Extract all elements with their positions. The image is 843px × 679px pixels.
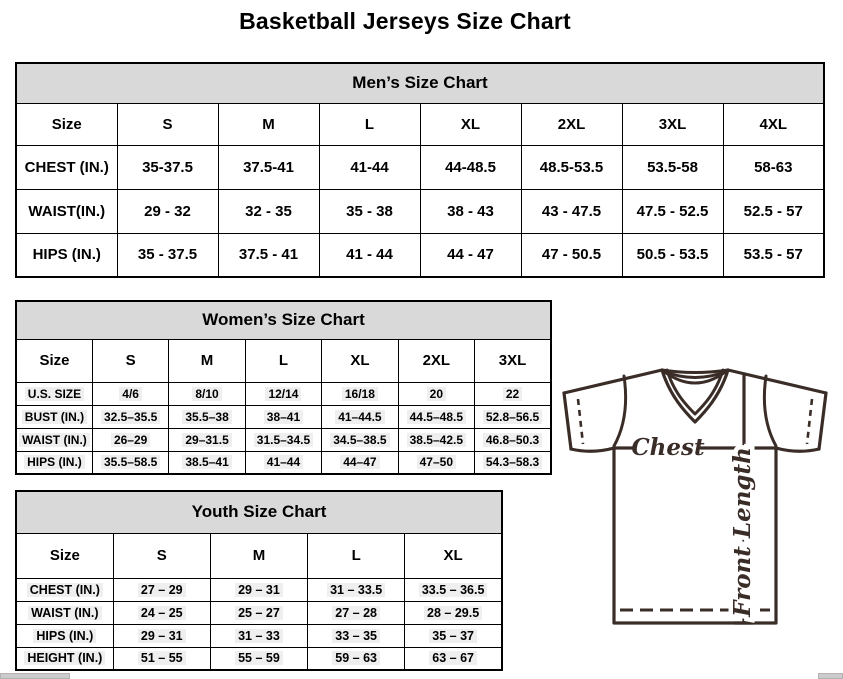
value-cell	[92, 382, 168, 405]
value-cell-text: 53.5-58	[647, 158, 698, 176]
value-cell	[322, 451, 398, 474]
value-cell	[622, 233, 723, 277]
table-title	[16, 301, 551, 339]
column-header-cell-text: 3XL	[658, 115, 687, 133]
value-cell-text: 54.3–58.3	[483, 455, 542, 469]
value-cell-text: 31 – 33.5	[327, 583, 385, 597]
value-cell-text: 44 - 47	[447, 246, 494, 264]
row-label-cell-text: HIPS (IN.)	[24, 455, 85, 469]
value-cell	[322, 405, 398, 428]
value-cell-text: 38–41	[264, 410, 303, 424]
value-cell-text: 35 – 37	[429, 629, 477, 643]
column-header-cell	[218, 103, 319, 145]
value-cell	[169, 428, 245, 451]
row-label-cell-text: HEIGHT (IN.)	[24, 651, 105, 665]
column-header-cell-text: 2XL	[557, 115, 586, 133]
value-cell	[218, 233, 319, 277]
column-header-cell	[405, 533, 502, 578]
value-cell-text: 38 - 43	[447, 202, 494, 220]
value-cell	[113, 647, 210, 670]
value-cell-text: 50.5 - 53.5	[636, 246, 709, 264]
value-cell	[245, 405, 321, 428]
value-cell-text: 41–44.5	[335, 410, 384, 424]
mens-size-table	[15, 62, 825, 278]
table-row	[16, 601, 502, 624]
value-cell-text: 53.5 - 57	[743, 246, 803, 264]
value-cell-text: 4/6	[119, 387, 142, 401]
value-cell	[308, 647, 405, 670]
column-header-cell-text: M	[200, 352, 214, 369]
row-label-cell-text: CHEST (IN.)	[27, 583, 103, 597]
column-header-cell	[521, 103, 622, 145]
column-header-cell-text: XL	[350, 352, 370, 369]
value-cell-text: 35 - 37.5	[137, 246, 198, 264]
value-cell	[420, 233, 521, 277]
value-cell	[398, 428, 474, 451]
value-cell	[218, 145, 319, 189]
value-cell-text: 34.5–38.5	[330, 433, 389, 447]
value-cell-text: 35-37.5	[142, 158, 193, 176]
row-label-cell-text: BUST (IN.)	[22, 410, 87, 424]
row-label-cell	[16, 145, 117, 189]
value-cell-text: 44.5–48.5	[407, 410, 466, 424]
row-label-cell-text: HIPS (IN.)	[32, 246, 101, 264]
column-header-cell	[723, 103, 824, 145]
column-header-cell	[169, 339, 245, 382]
value-cell-text: 32.5–35.5	[101, 410, 160, 424]
value-cell-text: 35 - 38	[346, 202, 393, 220]
value-cell	[218, 189, 319, 233]
column-header-cell	[245, 339, 321, 382]
column-header-cell-text: S	[125, 352, 136, 369]
value-cell	[113, 578, 210, 601]
row-label-cell	[16, 382, 92, 405]
row-label-cell-text: CHEST (IN.)	[24, 158, 109, 176]
value-cell-text: 43 - 47.5	[541, 202, 602, 220]
value-cell-text: 47–50	[417, 455, 456, 469]
column-header-cell	[113, 533, 210, 578]
value-cell	[622, 145, 723, 189]
value-cell	[521, 233, 622, 277]
value-cell-text: 12/14	[265, 387, 301, 401]
value-cell	[723, 145, 824, 189]
youth-size-table	[15, 490, 503, 671]
column-header-cell-text: 4XL	[759, 115, 787, 133]
value-cell-text: 29 - 32	[144, 202, 191, 220]
value-cell	[475, 428, 551, 451]
row-label-cell	[16, 578, 113, 601]
row-label-cell	[16, 405, 92, 428]
value-cell-text: 33.5 – 36.5	[419, 583, 488, 597]
value-cell-text: 8/10	[192, 387, 221, 401]
value-cell	[475, 405, 551, 428]
row-label-cell-text: WAIST (IN.)	[28, 606, 101, 620]
table-row	[16, 405, 551, 428]
column-header-cell	[319, 103, 420, 145]
value-cell-text: 44-48.5	[445, 158, 496, 176]
value-cell-text: 22	[503, 387, 522, 401]
table-title	[16, 63, 824, 103]
value-cell-text: 35.5–38	[182, 410, 231, 424]
table-row	[16, 145, 824, 189]
row-label-cell-text: WAIST (IN.)	[19, 433, 90, 447]
column-header-cell-text: XL	[460, 115, 481, 133]
row-label-cell-text: HIPS (IN.)	[33, 629, 96, 643]
page-title: Basketball Jerseys Size Chart	[239, 8, 571, 34]
value-cell	[475, 382, 551, 405]
womens-size-table	[15, 300, 552, 475]
value-cell	[245, 451, 321, 474]
value-cell-text: 51 – 55	[138, 651, 186, 665]
value-cell	[210, 624, 307, 647]
value-cell	[117, 145, 218, 189]
value-cell-text: 31 – 33	[235, 629, 283, 643]
row-label-cell-text: WAIST(IN.)	[28, 202, 106, 220]
value-cell-text: 47 - 50.5	[541, 246, 602, 264]
table-caption-row	[16, 491, 502, 533]
table-row	[16, 382, 551, 405]
value-cell	[92, 428, 168, 451]
value-cell-text: 37.5-41	[243, 158, 294, 176]
value-cell	[405, 647, 502, 670]
column-header-cell	[16, 533, 113, 578]
value-cell	[92, 451, 168, 474]
column-header-cell-text: L	[351, 547, 361, 564]
table-title	[16, 491, 502, 533]
value-cell	[398, 382, 474, 405]
value-cell	[308, 624, 405, 647]
table-row	[16, 647, 502, 670]
value-cell	[322, 428, 398, 451]
value-cell-text: 27 – 28	[332, 606, 380, 620]
value-cell	[169, 405, 245, 428]
value-cell	[475, 451, 551, 474]
value-cell-text: 41–44	[264, 455, 303, 469]
value-cell-text: 52.5 - 57	[743, 202, 803, 220]
row-label-cell	[16, 451, 92, 474]
value-cell	[169, 451, 245, 474]
value-cell-text: 59 – 63	[332, 651, 380, 665]
value-cell	[308, 578, 405, 601]
table-title-text: Women’s Size Chart	[202, 310, 365, 330]
column-header-cell	[308, 533, 405, 578]
table-row	[16, 189, 824, 233]
value-cell-text: 63 – 67	[429, 651, 477, 665]
value-cell-text: 29 – 31	[138, 629, 186, 643]
value-cell-text: 46.8–50.3	[483, 433, 542, 447]
value-cell-text: 38.5–42.5	[407, 433, 466, 447]
value-cell-text: 37.5 - 41	[238, 246, 299, 264]
value-cell-text: 48.5-53.5	[539, 158, 604, 176]
value-cell-text: 41 - 44	[346, 246, 393, 264]
table-row	[16, 428, 551, 451]
value-cell	[322, 382, 398, 405]
value-cell	[308, 601, 405, 624]
value-cell	[723, 189, 824, 233]
value-cell	[521, 145, 622, 189]
value-cell	[420, 189, 521, 233]
row-label-cell	[16, 428, 92, 451]
column-header-cell-text: M	[262, 115, 275, 133]
value-cell-text: 33 – 35	[332, 629, 380, 643]
column-header-cell-text: L	[364, 115, 375, 133]
value-cell	[169, 382, 245, 405]
value-cell-text: 20	[427, 387, 446, 401]
value-cell	[245, 428, 321, 451]
value-cell	[521, 189, 622, 233]
value-cell	[398, 405, 474, 428]
column-header-row	[16, 533, 502, 578]
value-cell-text: 55 – 59	[235, 651, 283, 665]
column-header-cell-text: Size	[39, 352, 70, 369]
table-caption-row	[16, 301, 551, 339]
hscrollbar-thumb-left[interactable]	[0, 673, 70, 679]
value-cell	[117, 233, 218, 277]
column-header-cell	[398, 339, 474, 382]
value-cell	[405, 624, 502, 647]
row-label-cell	[16, 189, 117, 233]
table-caption-row	[16, 63, 824, 103]
row-label-cell	[16, 624, 113, 647]
column-header-cell-text: S	[162, 115, 173, 133]
value-cell	[723, 233, 824, 277]
value-cell-text: 29–31.5	[182, 433, 231, 447]
column-header-row	[16, 339, 551, 382]
value-cell	[210, 578, 307, 601]
value-cell-text: 27 – 29	[138, 583, 186, 597]
value-cell-text: 35.5–58.5	[101, 455, 160, 469]
value-cell-text: 52.8–56.5	[483, 410, 542, 424]
column-header-cell	[16, 103, 117, 145]
row-label-cell-text: U.S. SIZE	[25, 387, 84, 401]
column-header-cell-text: 3XL	[498, 352, 527, 369]
column-header-cell	[420, 103, 521, 145]
value-cell	[405, 578, 502, 601]
jersey-diagram	[554, 362, 836, 630]
table-row	[16, 233, 824, 277]
value-cell-text: 47.5 - 52.5	[636, 202, 709, 220]
column-header-cell-text: 2XL	[422, 352, 451, 369]
value-cell-text: 24 – 25	[138, 606, 186, 620]
value-cell	[92, 405, 168, 428]
value-cell	[420, 145, 521, 189]
table-row	[16, 624, 502, 647]
jersey-outline-icon	[564, 370, 826, 623]
front-length-label: Front Length	[729, 447, 756, 617]
row-label-cell	[16, 233, 117, 277]
value-cell-text: 26–29	[111, 433, 150, 447]
column-header-cell-text: S	[156, 547, 167, 564]
value-cell-text: 25 – 27	[235, 606, 283, 620]
value-cell-text: 44–47	[340, 455, 379, 469]
value-cell	[319, 145, 420, 189]
value-cell-text: 58-63	[754, 158, 793, 176]
value-cell	[398, 451, 474, 474]
column-header-cell	[16, 339, 92, 382]
value-cell	[622, 189, 723, 233]
value-cell	[319, 189, 420, 233]
value-cell-text: 28 – 29.5	[424, 606, 482, 620]
column-header-cell	[322, 339, 398, 382]
hscrollbar-thumb-right[interactable]	[818, 673, 843, 679]
column-header-cell	[210, 533, 307, 578]
value-cell-text: 29 – 31	[235, 583, 283, 597]
column-header-cell	[622, 103, 723, 145]
column-header-cell-text: Size	[49, 547, 80, 564]
column-header-cell-text: L	[278, 352, 289, 369]
chest-label: Chest	[631, 434, 705, 461]
value-cell-text: 38.5–41	[182, 455, 231, 469]
table-title-text: Men’s Size Chart	[352, 73, 488, 93]
value-cell	[319, 233, 420, 277]
value-cell	[405, 601, 502, 624]
column-header-cell-text: XL	[443, 547, 463, 564]
column-header-cell	[475, 339, 551, 382]
value-cell-text: 41-44	[350, 158, 389, 176]
row-label-cell	[16, 647, 113, 670]
column-header-cell-text: M	[252, 547, 266, 564]
value-cell-text: 32 - 35	[245, 202, 292, 220]
value-cell-text: 31.5–34.5	[254, 433, 313, 447]
table-title-text: Youth Size Chart	[191, 502, 327, 522]
value-cell	[113, 624, 210, 647]
row-label-cell	[16, 601, 113, 624]
value-cell	[210, 647, 307, 670]
value-cell	[210, 601, 307, 624]
column-header-cell	[117, 103, 218, 145]
column-header-cell	[92, 339, 168, 382]
column-header-cell-text: Size	[51, 115, 82, 133]
column-header-row	[16, 103, 824, 145]
table-row	[16, 578, 502, 601]
value-cell	[113, 601, 210, 624]
value-cell	[117, 189, 218, 233]
value-cell	[245, 382, 321, 405]
table-row	[16, 451, 551, 474]
value-cell-text: 16/18	[342, 387, 378, 401]
